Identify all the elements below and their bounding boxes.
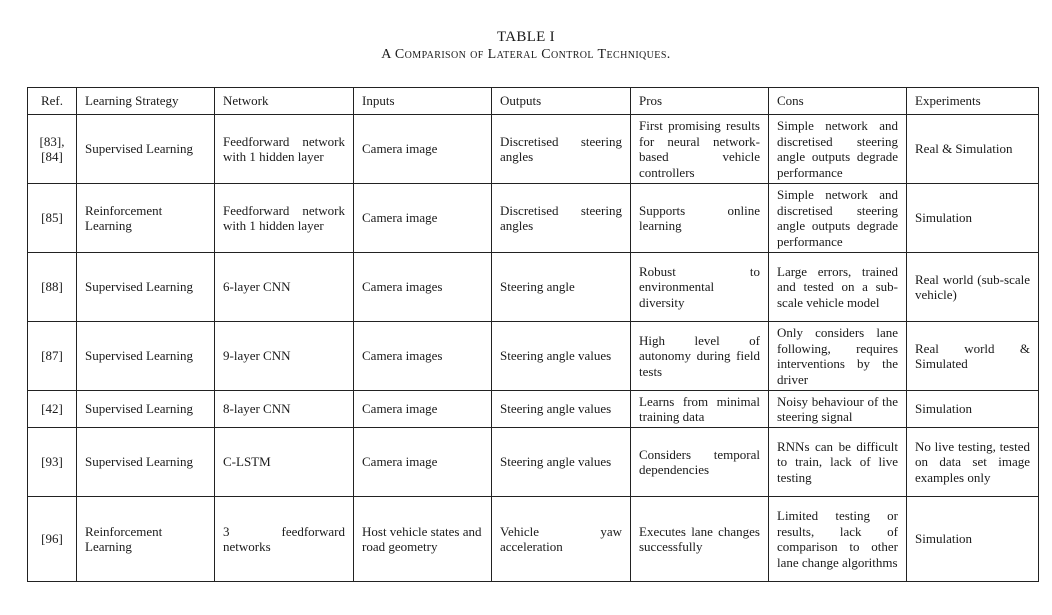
cell-cons: Only considers lane following, requires interventions by the driver [769,322,907,391]
cell-pros: Supports online learning [631,184,769,253]
cell-inputs: Host vehicle states and road geometry [354,497,492,582]
cell-ref: [93] [28,428,77,497]
cell-network: 6-layer CNN [215,253,354,322]
cell-outputs: Steering angle values [492,322,631,391]
cell-inputs: Camera image [354,391,492,428]
header-cons: Cons [769,88,907,115]
cell-outputs: Discretised steering angles [492,184,631,253]
header-network: Network [215,88,354,115]
cell-cons: Noisy behaviour of the steering signal [769,391,907,428]
header-inputs: Inputs [354,88,492,115]
cell-strategy: Supervised Learning [77,391,215,428]
table-row [28,428,1039,497]
comparison-table [27,87,1039,582]
header-experiments: Experiments [907,88,1039,115]
cell-experiments: No live testing, tested on data set image examples only [907,428,1039,497]
cell-experiments: Simulation [907,497,1039,582]
cell-ref: [87] [28,322,77,391]
cell-inputs: Camera images [354,253,492,322]
cell-network: Feedforward network with 1 hidden layer [215,184,354,253]
cell-outputs: Vehicle yaw acceleration [492,497,631,582]
cell-inputs: Camera images [354,322,492,391]
cell-cons: RNNs can be difficult to train, lack of live testing [769,428,907,497]
cell-pros: High level of autonomy during field tests [631,322,769,391]
cell-outputs: Discretised steering angles [492,115,631,184]
cell-network: Feedforward network with 1 hidden layer [215,115,354,184]
cell-pros: First promising results for neural network-based vehicle controllers [631,115,769,184]
cell-ref: [83], [84] [28,115,77,184]
table-row [28,115,1039,184]
cell-ref: [85] [28,184,77,253]
cell-outputs: Steering angle values [492,428,631,497]
header-learning-strategy: Learning Strategy [77,88,215,115]
header-pros: Pros [631,88,769,115]
header-ref: Ref. [28,88,77,115]
table-row [28,322,1039,391]
cell-strategy: Reinforcement Learning [77,497,215,582]
cell-pros: Robust to environmental diversity [631,253,769,322]
table-header-row [28,88,1039,115]
cell-outputs: Steering angle values [492,391,631,428]
cell-network: 3 feedforward networks [215,497,354,582]
cell-inputs: Camera image [354,115,492,184]
cell-ref: [42] [28,391,77,428]
cell-network: C-LSTM [215,428,354,497]
cell-pros: Learns from minimal training data [631,391,769,428]
cell-strategy: Supervised Learning [77,253,215,322]
cell-pros: Executes lane changes successfully [631,497,769,582]
table-row [28,497,1039,582]
cell-outputs: Steering angle [492,253,631,322]
table-caption-title: TABLE I [497,29,555,45]
cell-inputs: Camera image [354,184,492,253]
cell-experiments: Real world (sub-scale vehicle) [907,253,1039,322]
cell-network: 8-layer CNN [215,391,354,428]
cell-strategy: Reinforcement Learning [77,184,215,253]
table-row [28,184,1039,253]
cell-network: 9-layer CNN [215,322,354,391]
cell-experiments: Simulation [907,184,1039,253]
cell-experiments: Simulation [907,391,1039,428]
cell-ref: [88] [28,253,77,322]
cell-cons: Limited testing or results, lack of comparison to other lane change algorithms [769,497,907,582]
cell-pros: Considers temporal dependencies [631,428,769,497]
table-row [28,253,1039,322]
cell-cons: Simple network and discretised steering angle outputs degrade performance [769,115,907,184]
cell-experiments: Real & Simulation [907,115,1039,184]
cell-cons: Simple network and discretised steering angle outputs degrade performance [769,184,907,253]
header-outputs: Outputs [492,88,631,115]
cell-strategy: Supervised Learning [77,428,215,497]
cell-strategy: Supervised Learning [77,115,215,184]
cell-ref: [96] [28,497,77,582]
table-row [28,391,1039,428]
table-caption-subtitle: A Comparison of Lateral Control Techniques. [381,47,671,62]
cell-cons: Large errors, trained and tested on a sub-scale vehicle model [769,253,907,322]
cell-strategy: Supervised Learning [77,322,215,391]
cell-inputs: Camera image [354,428,492,497]
cell-experiments: Real world & Simulated [907,322,1039,391]
